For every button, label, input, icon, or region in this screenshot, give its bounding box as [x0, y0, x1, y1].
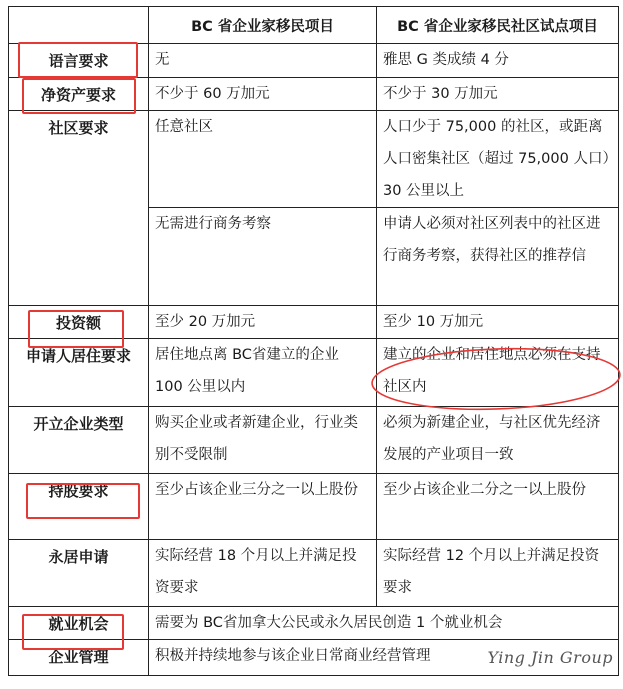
cell-a: 至少占该企业三分之一以上股份 — [149, 474, 377, 540]
row-label: 投资额 — [9, 306, 149, 339]
cell-a: 居住地点离 BC省建立的企业 100 公里以内 — [149, 339, 377, 407]
table-row — [9, 78, 619, 111]
row-label: 语言要求 — [9, 44, 149, 78]
table-row — [9, 407, 619, 474]
cell-a: 至少 20 万加元 — [149, 306, 377, 339]
cell-b: 至少 10 万加元 — [377, 306, 619, 339]
table-row — [9, 540, 619, 607]
table-row — [9, 111, 619, 208]
cell-merged: 积极并持续地参与该企业日常商业经营管理 — [149, 640, 619, 676]
cell-b: 申请人必须对社区列表中的社区进行商务考察，获得社区的推荐信 — [377, 208, 619, 306]
cell-b: 人口少于 75,000 的社区，或距离人口密集社区（超过 75,000 人口）30 公里以上 — [377, 111, 619, 208]
comparison-table — [8, 6, 619, 676]
cell-a: 任意社区 — [149, 111, 377, 208]
cell-a: 实际经营 18 个月以上并满足投资要求 — [149, 540, 377, 607]
cell-b: 必须为新建企业，与社区优先经济发展的产业项目一致 — [377, 407, 619, 474]
row-label: 社区要求 — [9, 111, 149, 306]
cell-merged: 需要为 BC省加拿大公民或永久居民创造 1 个就业机会 — [149, 607, 619, 640]
table-row — [9, 339, 619, 407]
row-label: 就业机会 — [9, 607, 149, 640]
header-col2: BC 省企业家移民社区试点项目 — [377, 7, 619, 44]
row-label: 申请人居住要求 — [9, 339, 149, 407]
header-col1: BC 省企业家移民项目 — [149, 7, 377, 44]
row-label: 企业管理 — [9, 640, 149, 676]
cell-b: 至少占该企业二分之一以上股份 — [377, 474, 619, 540]
header-row — [9, 7, 619, 44]
cell-a: 无 — [149, 44, 377, 78]
table-row — [9, 607, 619, 640]
row-label: 持股要求 — [9, 474, 149, 540]
cell-b: 实际经营 12 个月以上并满足投资要求 — [377, 540, 619, 607]
table-row — [9, 474, 619, 540]
table-row — [9, 44, 619, 78]
cell-a: 不少于 60 万加元 — [149, 78, 377, 111]
row-label: 永居申请 — [9, 540, 149, 607]
cell-b: 不少于 30 万加元 — [377, 78, 619, 111]
row-label: 开立企业类型 — [9, 407, 149, 474]
row-label: 净资产要求 — [9, 78, 149, 111]
watermark-logo: Ying Jin Group — [487, 648, 613, 667]
cell-b: 雅思 G 类成绩 4 分 — [377, 44, 619, 78]
cell-b: 建立的企业和居住地点必须在支持社区内 — [377, 339, 619, 407]
cell-a: 无需进行商务考察 — [149, 208, 377, 306]
table-row — [9, 306, 619, 339]
cell-a: 购买企业或者新建企业，行业类别不受限制 — [149, 407, 377, 474]
header-empty — [9, 7, 149, 44]
